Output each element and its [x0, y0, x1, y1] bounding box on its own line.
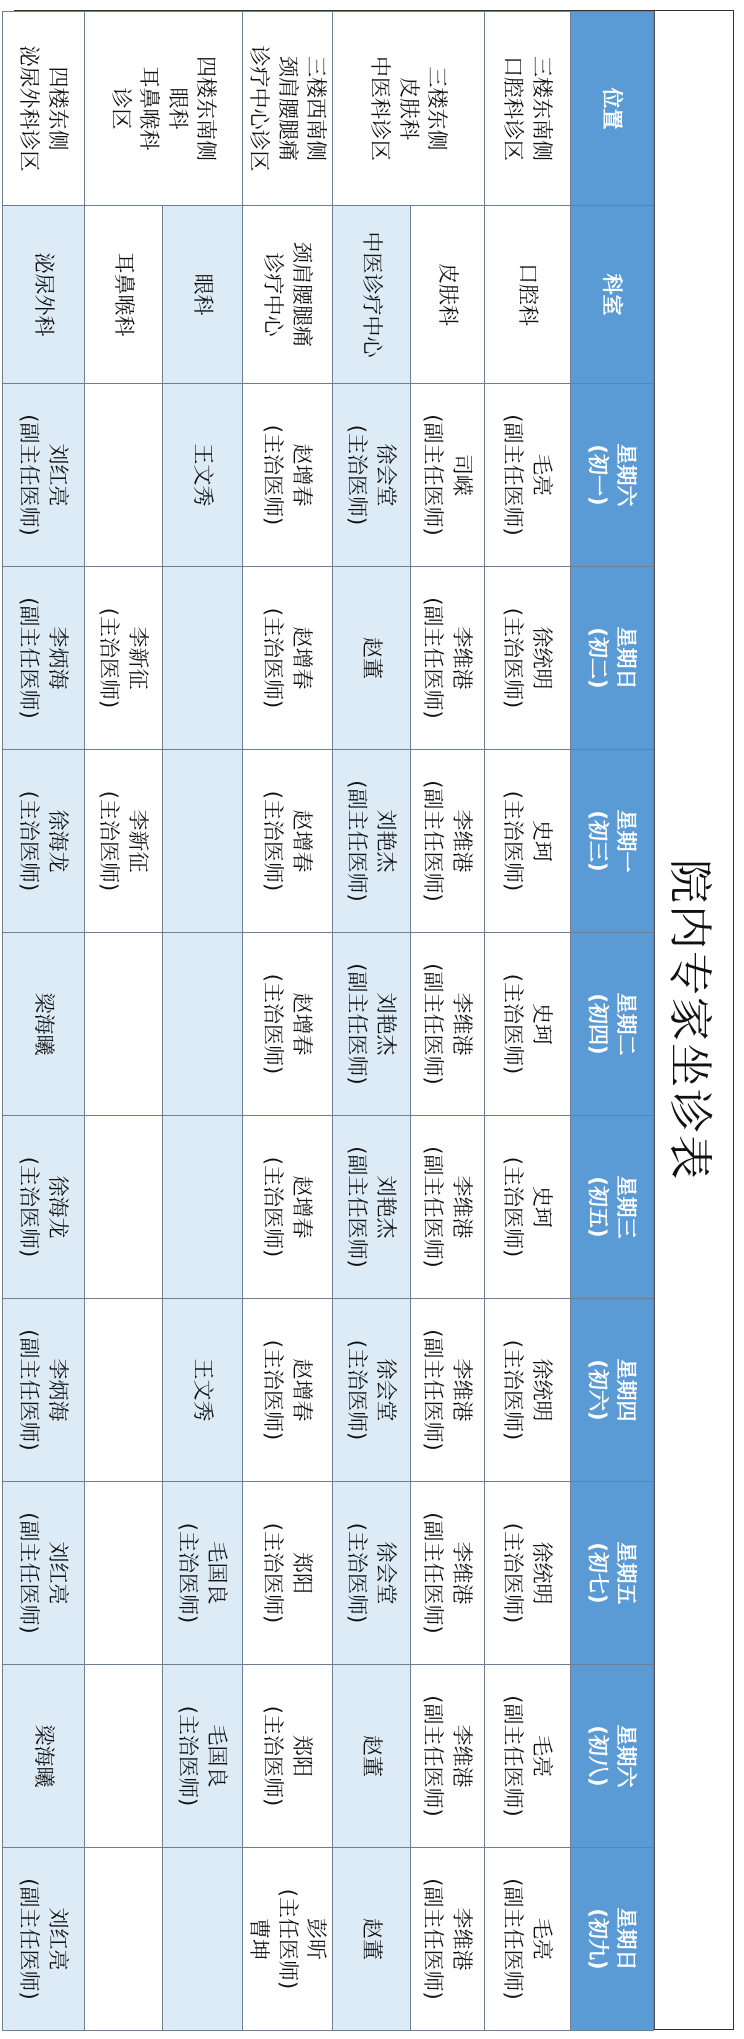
schedule-cell: 李新征 (主治医师) [84, 567, 162, 750]
department-cell: 颈肩腰腿痛 诊疗中心 [242, 206, 332, 384]
schedule-cell: 王文秀 [162, 1299, 242, 1482]
header-day: 星期五 (初七) [571, 1482, 654, 1665]
schedule-cell: 赵增春 (主治医师) [242, 1116, 332, 1299]
location-cell: 四楼东侧 泌尿外科诊区 [2, 12, 84, 206]
schedule-cell: 徐会堂 (主治医师) [333, 384, 411, 567]
schedule-cell: 刘艳杰 (副主任医师) [333, 1116, 411, 1299]
schedule-cell [84, 1665, 162, 1848]
schedule-cell [162, 1116, 242, 1299]
schedule-cell: 李维港 (副主任医师) [411, 750, 485, 933]
schedule-cell [84, 1848, 162, 2031]
department-cell: 耳鼻喉科 [84, 206, 162, 384]
schedule-cell: 史珂 (主治医师) [485, 933, 571, 1116]
schedule-cell: 史珂 (主治医师) [485, 1116, 571, 1299]
schedule-cell: 赵增春 (主治医师) [242, 567, 332, 750]
schedule-cell [162, 1848, 242, 2031]
location-cell: 四楼东南侧 眼科 耳鼻喉科 诊区 [84, 12, 242, 206]
table-row [84, 12, 162, 2031]
schedule-cell [162, 933, 242, 1116]
schedule-cell: 徐会堂 (主治医师) [333, 1299, 411, 1482]
schedule-cell [162, 567, 242, 750]
schedule-cell [84, 1116, 162, 1299]
table-row [2, 12, 84, 2031]
schedule-cell: 毛亮 (副主任医师) [485, 1848, 571, 2031]
schedule-cell [84, 384, 162, 567]
header-row [571, 12, 654, 2031]
table-row [411, 12, 485, 2031]
schedule-cell: 李维港 (副主任医师) [411, 567, 485, 750]
header-day: 星期六 (初八) [571, 1665, 654, 1848]
schedule-cell: 赵增春 (主治医师) [242, 750, 332, 933]
schedule-cell: 赵增春 (主治医师) [242, 933, 332, 1116]
header-day: 星期六 (初一) [571, 384, 654, 567]
schedule-cell: 毛国良 (主治医师) [162, 1665, 242, 1848]
schedule-cell: 毛亮 (副主任医师) [485, 384, 571, 567]
table-row [162, 12, 242, 2031]
schedule-cell: 李新征 (主治医师) [84, 750, 162, 933]
header-day: 星期三 (初五) [571, 1116, 654, 1299]
schedule-cell: 徐海龙 (主治医师) [2, 750, 84, 933]
location-cell: 三楼东侧 皮肤科 中医科诊区 [333, 12, 485, 206]
schedule-cell: 李维港 (副主任医师) [411, 1299, 485, 1482]
schedule-cell: 刘艳杰 (副主任医师) [333, 750, 411, 933]
schedule-cell: 刘红亮 (副主任医师) [2, 1848, 84, 2031]
department-cell: 中医诊疗中心 [333, 206, 411, 384]
schedule-cell: 刘红亮 (副主任医师) [2, 1482, 84, 1665]
schedule-cell: 李维港 (副主任医师) [411, 1665, 485, 1848]
schedule-sheet [14, 10, 734, 2030]
header-location: 位置 [571, 12, 654, 206]
schedule-cell [84, 1299, 162, 1482]
header-day: 星期四 (初六) [571, 1299, 654, 1482]
schedule-cell: 徐统明 (主治医师) [485, 1482, 571, 1665]
schedule-cell: 徐统明 (主治医师) [485, 567, 571, 750]
schedule-cell: 赵董 [333, 567, 411, 750]
schedule-cell: 梁海曦 [2, 933, 84, 1116]
schedule-cell: 徐统明 (主治医师) [485, 1299, 571, 1482]
page-title: 院内专家坐诊表 [654, 11, 733, 2029]
schedule-cell: 毛国良 (主治医师) [162, 1482, 242, 1665]
schedule-cell: 郑阳 (主治医师) [242, 1482, 332, 1665]
location-cell: 三楼东南侧 口腔科诊区 [485, 12, 571, 206]
schedule-cell: 赵增春 (主治医师) [242, 1299, 332, 1482]
schedule-cell: 司嵘 (副主任医师) [411, 384, 485, 567]
header-department: 科室 [571, 206, 654, 384]
schedule-cell: 郑阳 (主治医师) [242, 1665, 332, 1848]
department-cell: 口腔科 [485, 206, 571, 384]
schedule-cell: 李维港 (副主任医师) [411, 1848, 485, 2031]
department-cell: 皮肤科 [411, 206, 485, 384]
schedule-cell: 彭昕 (主任医师) 曹坤 [242, 1848, 332, 2031]
schedule-cell: 赵增春 (主治医师) [242, 384, 332, 567]
schedule-cell: 史珂 (主治医师) [485, 750, 571, 933]
header-day: 星期日 (初二) [571, 567, 654, 750]
schedule-cell: 李炳海 (副主任医师) [2, 1299, 84, 1482]
location-cell: 三楼西南侧 颈肩腰腿痛 诊疗中心诊区 [242, 12, 332, 206]
schedule-cell: 李维港 (副主任医师) [411, 933, 485, 1116]
schedule-cell: 赵董 [333, 1665, 411, 1848]
header-day: 星期二 (初四) [571, 933, 654, 1116]
schedule-cell [84, 1482, 162, 1665]
schedule-cell: 赵董 [333, 1848, 411, 2031]
department-cell: 眼科 [162, 206, 242, 384]
header-day: 星期日 (初九) [571, 1848, 654, 2031]
schedule-cell: 毛亮 (副主任医师) [485, 1665, 571, 1848]
schedule-cell: 徐海龙 (主治医师) [2, 1116, 84, 1299]
schedule-cell: 梁海曦 [2, 1665, 84, 1848]
table-row [333, 12, 411, 2031]
schedule-cell: 刘艳杰 (副主任医师) [333, 933, 411, 1116]
schedule-cell: 李炳海 (副主任医师) [2, 567, 84, 750]
schedule-cell: 王文秀 [162, 384, 242, 567]
schedule-cell: 李维港 (副主任医师) [411, 1482, 485, 1665]
department-cell: 泌尿外科 [2, 206, 84, 384]
schedule-table [2, 11, 654, 2031]
schedule-cell: 徐会堂 (主治医师) [333, 1482, 411, 1665]
schedule-cell [162, 750, 242, 933]
table-row [485, 12, 571, 2031]
schedule-cell: 刘红亮 (副主任医师) [2, 384, 84, 567]
table-row [242, 12, 332, 2031]
header-day: 星期一 (初三) [571, 750, 654, 933]
schedule-cell: 李维港 (副主任医师) [411, 1116, 485, 1299]
schedule-cell [84, 933, 162, 1116]
